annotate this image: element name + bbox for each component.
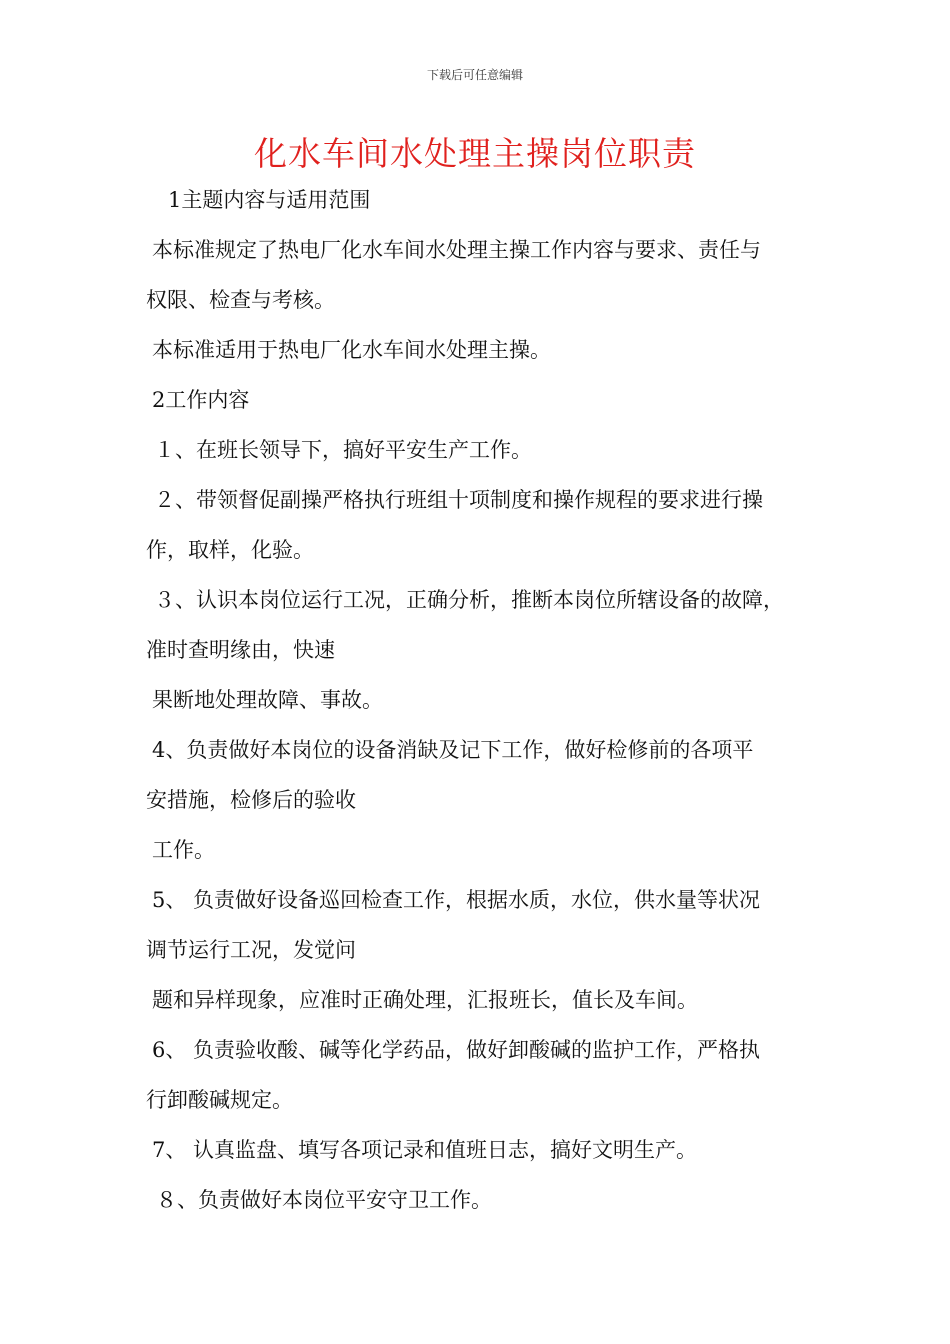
paragraph-line: 本标准规定了热电厂化水车间水处理主操工作内容与要求、责任与	[152, 238, 761, 262]
list-item: １、在班长领导下，搞好平安生产工作。	[154, 438, 532, 462]
list-item: 4、负责做好本岗位的设备消缺及记下工作，做好检修前的各项平	[152, 738, 754, 762]
list-item: 7、 认真监盘、填写各项记录和值班日志，搞好文明生产。	[152, 1138, 698, 1162]
section-heading-work: 2工作内容	[152, 388, 250, 412]
list-item: ２、带领督促副操严格执行班组十项制度和操作规程的要求进行操	[154, 488, 763, 512]
paragraph-line: 权限、检查与考核。	[146, 288, 335, 312]
section-heading-scope: 1主题内容与适用范围	[168, 188, 371, 212]
header-note: 下载后可任意编辑	[426, 68, 523, 82]
list-item-continuation: 安措施，检修后的验收	[146, 788, 356, 812]
list-item: ８、负责做好本岗位平安守卫工作。	[156, 1188, 492, 1212]
paragraph-line: 本标准适用于热电厂化水车间水处理主操。	[152, 338, 551, 362]
list-item: ３、认识本岗位运行工况，正确分析，推断本岗位所辖设备的故障，	[154, 588, 784, 612]
list-item-continuation: 调节运行工况，发觉问	[146, 938, 356, 962]
list-item-continuation: 果断地处理故障、事故。	[152, 688, 383, 712]
document-title: 化水车间水处理主操岗位职责	[254, 134, 696, 173]
list-item-continuation: 题和异样现象，应准时正确处理，汇报班长，值长及车间。	[152, 988, 698, 1012]
list-item: 5、 负责做好设备巡回检查工作，根据水质，水位，供水量等状况	[152, 888, 761, 912]
list-item-continuation: 作，取样，化验。	[146, 538, 314, 562]
list-item-continuation: 工作。	[152, 838, 215, 862]
list-item-continuation: 行卸酸碱规定。	[146, 1088, 293, 1112]
list-item-continuation: 准时查明缘由，快速	[146, 638, 335, 662]
list-item: 6、 负责验收酸、碱等化学药品，做好卸酸碱的监护工作，严格执	[152, 1038, 761, 1062]
